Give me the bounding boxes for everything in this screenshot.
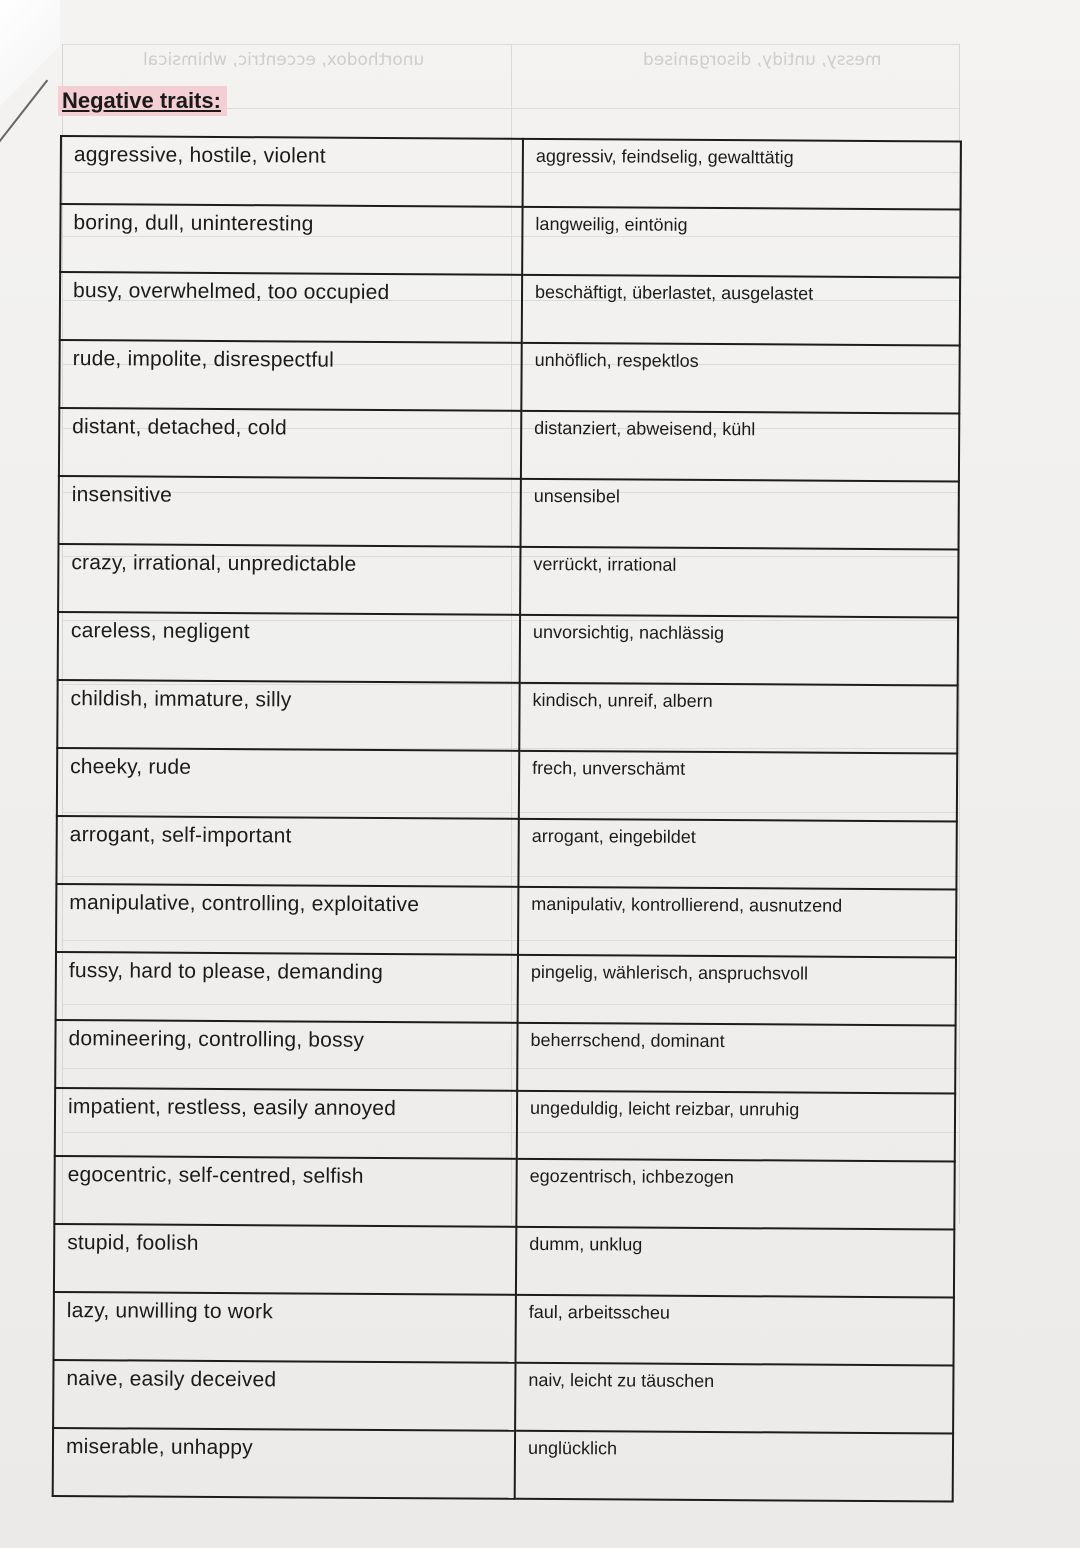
table-row — [55, 1088, 955, 1161]
english-term: aggressive, hostile, violent — [61, 136, 523, 207]
english-term: crazy, irrational, unpredictable — [58, 544, 520, 615]
table-row — [53, 1428, 953, 1501]
english-term: domineering, controlling, bossy — [55, 1020, 517, 1091]
german-translation: distanziert, abweisend, kühl — [521, 411, 959, 482]
german-translation: dumm, unklug — [516, 1227, 954, 1298]
german-translation: arrogant, eingebildet — [518, 819, 956, 890]
ghost-text-right: messy, untidy, disorganised — [643, 50, 882, 70]
german-translation: unglücklich — [515, 1431, 953, 1502]
section-heading: Negative traits: — [58, 86, 227, 116]
table-row — [54, 1224, 954, 1297]
english-term: lazy, unwilling to work — [54, 1292, 516, 1363]
english-term: distant, detached, cold — [59, 408, 521, 479]
german-translation: beherrschend, dominant — [517, 1023, 955, 1094]
english-term: rude, impolite, disrespectful — [59, 340, 521, 411]
english-term: insensitive — [59, 476, 521, 547]
german-translation: ungeduldig, leicht reizbar, unruhig — [517, 1091, 955, 1162]
english-term: miserable, unhappy — [53, 1428, 515, 1499]
german-translation: kindisch, unreif, albern — [519, 683, 957, 754]
english-term: childish, immature, silly — [57, 680, 519, 751]
table-row — [58, 612, 958, 685]
english-term: egocentric, self-centred, selfish — [54, 1156, 516, 1227]
german-translation: faul, arbeitsscheu — [516, 1295, 954, 1366]
english-term: fussy, hard to please, demanding — [56, 952, 518, 1023]
table-row — [56, 816, 956, 889]
german-translation: frech, unverschämt — [519, 751, 957, 822]
table-row — [59, 408, 959, 481]
english-term: manipulative, controlling, exploitative — [56, 884, 518, 955]
table-row — [58, 544, 958, 617]
english-term: boring, dull, uninteresting — [60, 204, 522, 275]
english-term: impatient, restless, easily annoyed — [55, 1088, 517, 1159]
table-row — [56, 884, 956, 957]
table-row — [57, 680, 957, 753]
table-row — [56, 952, 956, 1025]
german-translation: manipulativ, kontrollierend, ausnutzend — [518, 887, 956, 958]
table-row — [61, 136, 961, 209]
german-translation: unsensibel — [520, 479, 958, 550]
german-translation: unhöflich, respektlos — [521, 343, 959, 414]
table-row — [60, 204, 960, 277]
english-term: careless, negligent — [58, 612, 520, 683]
english-term: busy, overwhelmed, too occupied — [60, 272, 522, 343]
german-translation: aggressiv, feindselig, gewalttätig — [523, 139, 961, 210]
vocabulary-table — [52, 135, 962, 1502]
table-row — [59, 340, 959, 413]
german-translation: langweilig, eintönig — [522, 207, 960, 278]
german-translation: pingelig, wählerisch, anspruchsvoll — [518, 955, 956, 1026]
german-translation: naiv, leicht zu täuschen — [515, 1363, 953, 1434]
table-row — [60, 272, 960, 345]
english-term: cheeky, rude — [57, 748, 519, 819]
german-translation: egozentrisch, ichbezogen — [516, 1159, 954, 1230]
table-row — [54, 1292, 954, 1365]
table-row — [55, 1020, 955, 1093]
table-row — [59, 476, 959, 549]
ghost-text-left: unorthodox, eccentric, whimsical — [143, 50, 425, 70]
english-term: arrogant, self-important — [56, 816, 518, 887]
table-row — [57, 748, 957, 821]
german-translation: verrückt, irrational — [520, 547, 958, 618]
english-term: stupid, foolish — [54, 1224, 516, 1295]
table-row — [53, 1360, 953, 1433]
table-row — [54, 1156, 954, 1229]
german-translation: unvorsichtig, nachlässig — [520, 615, 958, 686]
english-term: naive, easily deceived — [53, 1360, 515, 1431]
german-translation: beschäftigt, überlastet, ausgelastet — [522, 275, 960, 346]
vocabulary-table-body — [53, 136, 961, 1501]
